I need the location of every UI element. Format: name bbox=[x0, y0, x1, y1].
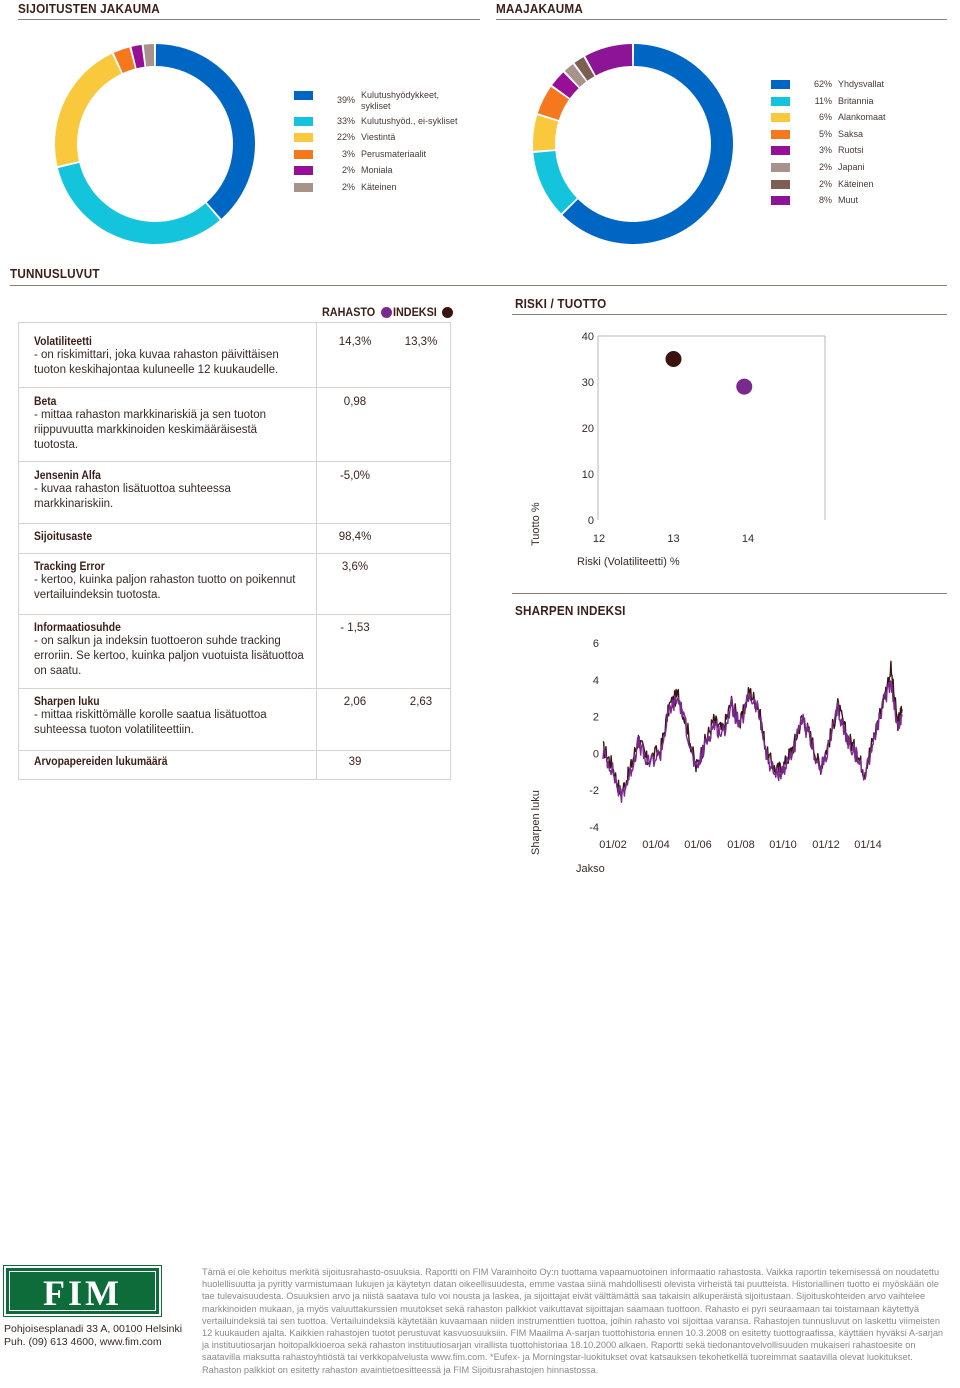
sharpe-xtick: 01/08 bbox=[727, 839, 755, 851]
keyfigure-row bbox=[34, 531, 99, 543]
country-donut-chart bbox=[530, 41, 736, 247]
sharpe-xtick: 01/14 bbox=[854, 839, 882, 851]
keyfigure-fund-value: - 1,53 bbox=[340, 622, 370, 634]
fim-logo-text: FIM bbox=[43, 1273, 122, 1313]
keyfigure-row bbox=[34, 561, 304, 603]
donut-slice-2 bbox=[533, 115, 558, 151]
legend-swatch bbox=[294, 183, 313, 192]
sharpe-ytick: -4 bbox=[589, 822, 599, 834]
legend-label: Perusmateriaalit bbox=[361, 148, 427, 159]
legend-item bbox=[294, 149, 471, 160]
keyfigure-row-divider bbox=[18, 461, 451, 462]
risk-section-title: RISKI / TUOTTO bbox=[515, 296, 607, 311]
keyfigure-row-divider bbox=[18, 750, 451, 751]
allocation-section-title: SIJOITUSTEN JAKAUMA bbox=[18, 1, 160, 16]
keyfigure-fund-value: 3,6% bbox=[341, 561, 369, 573]
keyfigure-fund-value: 98,4% bbox=[338, 531, 372, 543]
legend-label: Britannia bbox=[838, 95, 874, 106]
donut-slice-5 bbox=[144, 44, 155, 67]
index-column-header bbox=[393, 305, 453, 319]
legend-item bbox=[294, 165, 471, 176]
donut-slice-1 bbox=[58, 163, 220, 244]
scatter-ytick: 40 bbox=[581, 331, 594, 343]
fim-logo bbox=[4, 1266, 161, 1316]
donut-slice-2 bbox=[55, 54, 121, 166]
keyfigure-row-divider bbox=[18, 523, 451, 524]
legend-swatch bbox=[771, 80, 790, 89]
scatter-xtick: 12 bbox=[592, 533, 606, 545]
risk-section-rule bbox=[512, 314, 947, 315]
legend-swatch bbox=[771, 196, 790, 205]
legend-label: Yhdysvallat bbox=[838, 79, 885, 89]
legend-swatch bbox=[771, 113, 790, 122]
footer-contact: Puh. (09) 613 4600, www.fim.com bbox=[4, 1336, 162, 1348]
keyfigure-title: Jensenin Alfa bbox=[34, 470, 101, 482]
sharpe-xlabel: Jakso bbox=[576, 863, 605, 875]
legend-swatch bbox=[771, 146, 790, 155]
legend-percent: 11% bbox=[814, 95, 832, 106]
legend-swatch bbox=[771, 163, 790, 172]
legend-item bbox=[294, 116, 471, 127]
keyfigure-title: Sharpen luku bbox=[34, 696, 100, 708]
legend-item bbox=[771, 112, 948, 123]
legend-item bbox=[771, 129, 948, 140]
keyfigure-title: Arvopapereiden lukumäärä bbox=[34, 756, 168, 768]
sharpe-xtick: 01/06 bbox=[684, 839, 712, 851]
keyfigure-fund-value: 0,98 bbox=[343, 396, 367, 408]
sharpe-line-chart bbox=[515, 625, 915, 885]
sharpe-ytick: -2 bbox=[589, 785, 599, 798]
legend-percent: 2% bbox=[341, 165, 355, 176]
sharpe-xtick: 01/12 bbox=[812, 839, 840, 851]
legend-item bbox=[771, 162, 948, 173]
sharpe-section-title: SHARPEN INDEKSI bbox=[515, 603, 626, 618]
legend-percent: 5% bbox=[818, 128, 832, 139]
legend-label: Viestintä bbox=[361, 132, 396, 143]
footer-address: Pohjoisesplanadi 33 A, 00100 Helsinki bbox=[4, 1323, 183, 1335]
sharpe-ytick: 2 bbox=[592, 711, 599, 724]
keyfigure-row bbox=[34, 756, 182, 768]
keyfigure-index-value: 13,3% bbox=[404, 336, 438, 348]
keyfigure-title: Informaatiosuhde bbox=[34, 622, 121, 634]
footer-disclaimer: Tämä ei ole kehoitus merkitä sijoitusrahasto-osuuksia. Raportti on FIM Varainhoito Oy:n tuottama vapaamuotoinen informaatio rahastosta. Vaikka raportin tekemisessä on noudatettu huolellisuutta ja pyritty varmistumaan lukujen ja käytetyn datan oikeellisuudesta, emme vastaa siinä mahdollisesti olevista virheistä tai puutteista. Historiallinen tuotto ei myöskään ole tae tulevaisuudesta. Osuuksien arvo ja niistä saatava tulo voi nousta ja laskea, ja sijoittajat eivät välttämättä saa takaisin alkuperäistä sijoitustaan. Sijoituskohteiden arvo vaihtelee markkinoiden mukaan, ja myös valuuttakurssien muutokset sekä rahaston palkkiot vaikuttavat sijoittajan saamaan tuottoon. Rahasto ei pyri seuraamaan tai toistamaan käytettyä vertailuindeksiä tai sen tuottoa. Vertailuindeksiä käytetään kuvaamaan niiden instrumenttien tuottoa, joihin rahasto voi sijoittaa varansa. Rahastojen tunnusluvut on laskettu viimeisten 12 kuukauden ajalta. Kaikkien rahastojen tuotot perustuvat kasvuosuuksiin. FIM Maailma A-sarjan tuottohistoria ennen 10.3.2008 on esitetty tuottograafissa, käyttäen hyväksi A-sarjan ja instituutiosarjan hoitopalkkioeroa sekä rahaston instituutiosarjan virallista tuottohistoriaa 18.10.2000 alkaen. Raportti sekä tiedonantovelvollisuuden mukaiseri rahastoesite on saatavilla maksutta rahastoyhtiöstä tai verkkopalvelusta www.fim.com. *Eufex- ja Morningstar-luokitukset ovat katsauksen tekohetkellä tuoreimmat saatavilla olevat luokitukset. Rahaston palkkiot on esitetty rahaston avaintietoesitteessä ja FIM Sijoitusrahastojen hinnastossa. bbox=[202, 1267, 944, 1375]
legend-item bbox=[771, 179, 948, 190]
legend-item bbox=[294, 132, 471, 143]
legend-label: Ruotsi bbox=[838, 145, 864, 156]
legend-swatch bbox=[294, 150, 313, 159]
legend-label: Kulutushyödykkeet, sykliset bbox=[361, 90, 440, 111]
fund-column-label: RAHASTO bbox=[322, 305, 376, 319]
legend-swatch bbox=[294, 133, 313, 142]
sharpe-ytick: 0 bbox=[592, 748, 599, 761]
scatter-ylabel: Tuotto % bbox=[530, 502, 542, 546]
sharpe-xtick: 01/10 bbox=[769, 839, 797, 851]
legend-item bbox=[294, 182, 471, 193]
legend-label: Käteinen bbox=[361, 182, 397, 192]
legend-percent: 33% bbox=[336, 115, 355, 126]
keyfigure-row-divider bbox=[18, 614, 451, 615]
keyfigure-row-divider bbox=[18, 553, 451, 554]
keyfigure-fund-value: -5,0% bbox=[339, 470, 371, 482]
keyfigure-row bbox=[34, 470, 304, 512]
keyfigure-title: Beta bbox=[34, 396, 57, 408]
index-marker-dot bbox=[442, 307, 453, 318]
legend-label: Kulutushyöd., ei-sykliset bbox=[361, 115, 458, 126]
keyfigure-fund-value: 39 bbox=[348, 756, 362, 768]
legend-swatch bbox=[771, 130, 790, 139]
legend-percent: 2% bbox=[818, 178, 832, 189]
keyfigures-section-title: TUNNUSLUVUT bbox=[10, 266, 100, 281]
legend-label: Japani bbox=[838, 162, 865, 172]
keyfigure-description: - mittaa riskittömälle korolle saatua lisätuottoa suhteessa tuoton volatiliteettiin. bbox=[34, 709, 267, 736]
scatter-xlabel: Riski (Volatiliteetti) % bbox=[577, 556, 680, 568]
legend-percent: 8% bbox=[818, 195, 832, 206]
keyfigure-description: - on salkun ja indeksin tuottoeron suhde tracking erroriin. Se kertoo, kuinka paljon vuotuista lisätuottoa on saatu. bbox=[34, 635, 304, 677]
legend-swatch bbox=[771, 180, 790, 189]
legend-item bbox=[771, 195, 948, 206]
scatter-ytick: 20 bbox=[581, 423, 594, 435]
country-section-rule bbox=[496, 19, 947, 20]
legend-swatch bbox=[771, 97, 790, 106]
legend-label: Alankomaat bbox=[838, 112, 886, 123]
legend-percent: 6% bbox=[818, 112, 832, 123]
keyfigure-row bbox=[34, 396, 304, 453]
fund-marker-dot bbox=[381, 307, 392, 318]
keyfigure-title: Sijoitusaste bbox=[34, 531, 93, 543]
scatter-ytick: 30 bbox=[581, 377, 594, 389]
keyfigure-description: - kertoo, kuinka paljon rahaston tuotto on poikennut vertailuindeksin tuotosta. bbox=[34, 574, 296, 601]
legend-percent: 2% bbox=[341, 182, 355, 192]
risk-return-chart bbox=[515, 322, 875, 578]
legend-label: Saksa bbox=[838, 128, 864, 139]
scatter-ytick: 0 bbox=[587, 515, 594, 527]
scatter-point-rahasto bbox=[736, 379, 752, 395]
legend-percent: 3% bbox=[818, 145, 832, 156]
keyfigure-row bbox=[34, 336, 304, 378]
legend-percent: 2% bbox=[818, 162, 832, 172]
keyfigure-fund-value: 2,06 bbox=[343, 696, 367, 708]
sharpe-series-indeksi bbox=[603, 661, 902, 797]
fund-column-header bbox=[322, 305, 392, 319]
scatter-ytick: 10 bbox=[581, 469, 594, 481]
index-column-label: INDEKSI bbox=[393, 305, 437, 319]
legend-label: Käteinen bbox=[838, 178, 874, 189]
scatter-xtick: 14 bbox=[741, 533, 755, 545]
scatter-xtick: 13 bbox=[667, 533, 680, 545]
legend-swatch bbox=[294, 117, 313, 126]
sharpe-ytick: 4 bbox=[592, 674, 599, 687]
donut-slice-7 bbox=[585, 44, 632, 75]
keyfigure-description: - kuvaa rahaston lisätuottoa suhteessa markkinariskiin. bbox=[34, 483, 231, 510]
legend-percent: 39% bbox=[336, 95, 355, 105]
keyfigure-fund-value: 14,3% bbox=[338, 336, 372, 348]
keyfigures-section-rule bbox=[10, 285, 947, 286]
sharpe-section-rule bbox=[512, 593, 947, 594]
legend-percent: 3% bbox=[341, 148, 355, 159]
keyfigure-description: - mittaa rahaston markkinariskiä ja sen tuoton riippuvuutta markkinoiden keskimääräisestä tuotosta. bbox=[34, 409, 267, 451]
scatter-point-indeksi bbox=[666, 351, 682, 367]
sharpe-xtick: 01/04 bbox=[642, 839, 670, 851]
legend-label: Moniala bbox=[361, 165, 393, 176]
keyfigure-row-divider bbox=[18, 688, 451, 689]
legend-label: Muut bbox=[838, 195, 859, 206]
keyfigure-title: Tracking Error bbox=[34, 561, 105, 573]
sharpe-ylabel: Sharpen luku bbox=[530, 790, 542, 855]
legend-item bbox=[771, 96, 948, 107]
sharpe-xtick: 01/02 bbox=[599, 839, 627, 851]
legend-item bbox=[771, 145, 948, 156]
country-section-title: MAAJAKAUMA bbox=[496, 1, 583, 16]
keyfigure-index-value: 2,63 bbox=[409, 696, 433, 708]
donut-slice-1 bbox=[533, 151, 576, 213]
allocation-donut-chart bbox=[52, 41, 258, 247]
legend-percent: 22% bbox=[336, 132, 355, 143]
sharpe-ytick: 6 bbox=[592, 638, 599, 650]
legend-percent: 62% bbox=[813, 79, 832, 89]
legend-item bbox=[294, 90, 471, 112]
legend-swatch bbox=[294, 166, 313, 175]
keyfigure-title: Volatiliteetti bbox=[34, 336, 92, 348]
allocation-section-rule bbox=[18, 19, 480, 20]
keyfigure-row bbox=[34, 622, 304, 679]
keyfigure-row-divider bbox=[18, 387, 451, 388]
donut-slice-0 bbox=[156, 44, 255, 219]
legend-swatch bbox=[294, 91, 313, 100]
legend-item bbox=[771, 79, 948, 90]
keyfigures-table-divider bbox=[316, 322, 317, 780]
keyfigure-row bbox=[34, 696, 304, 738]
keyfigure-description: - on riskimittari, joka kuvaa rahaston päivittäisen tuoton keskihajontaa kuluneelle 12 kuukaudelle. bbox=[34, 349, 279, 376]
